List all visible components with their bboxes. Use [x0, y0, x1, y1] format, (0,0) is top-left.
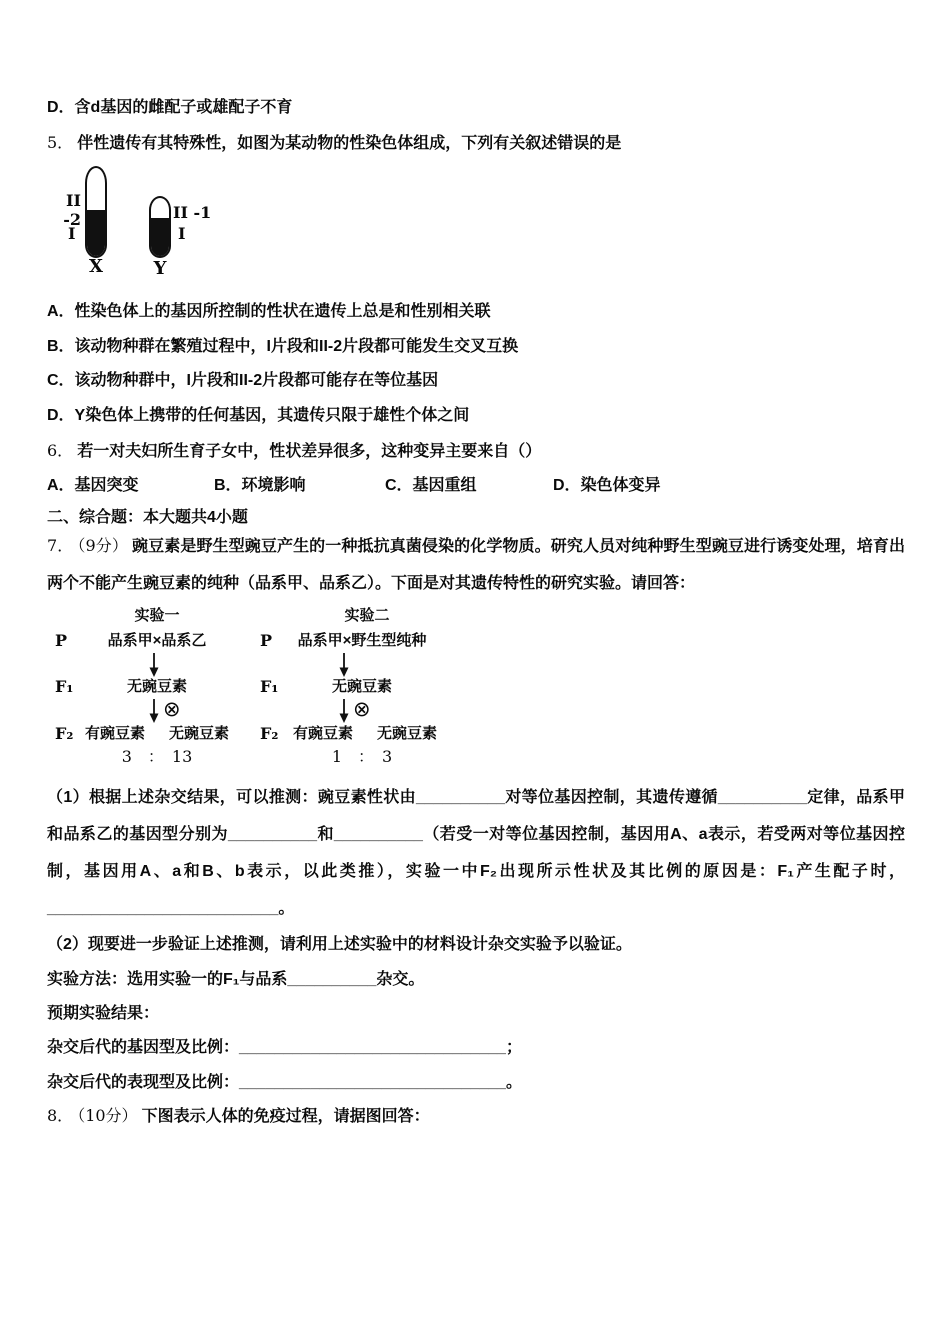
question-8	[47, 1098, 905, 1134]
q7-genotype-blank-line: 杂交后代的基因型及比例：______________________________；	[47, 1039, 522, 1056]
exp1-f2-with-pisatin: 有豌豆素	[84, 725, 145, 742]
question-6	[47, 433, 905, 469]
exp1-f2-generation-label: F₂	[55, 724, 74, 743]
section-2-header: 二、综合题：本大题共4小题	[47, 509, 248, 526]
exp1-f1-result: 无豌豆素	[126, 678, 187, 695]
exp2-p-generation-label: P	[260, 631, 273, 650]
experiment-1-title: 实验一	[134, 607, 180, 624]
q5-option-d: D．Y染色体上携带的任何基因，其遗传只限于雄性个体之间	[47, 406, 470, 424]
q5-option-b: B．该动物种群在繁殖过程中，I片段和II-2片段都可能发生交叉互换	[47, 337, 519, 355]
question-6-text: 若一对夫妇所生育子女中，性状差异很多，这种变异主要来自（）	[77, 443, 542, 460]
question-7-text: 豌豆素是野生型豌豆产生的一种抵抗真菌侵染的化学物质。研究人员对纯种野生型豌豆进行诱变处理，培育出两个不能产生豌豆素的纯种（品系甲、品系乙）。下面是对其遗传特性的研究实验。请回答：	[47, 538, 905, 592]
q6-option-a: A．基因突变	[47, 477, 139, 494]
x-chromosome-homologous-segment	[87, 210, 105, 256]
question-6-options	[47, 468, 905, 503]
x-segment-2-label: II -2	[63, 191, 81, 229]
self-cross-icon: ⊗	[353, 698, 371, 721]
exp2-f2-without-pisatin: 无豌豆素	[377, 725, 438, 742]
y-chromosome-label: Y	[153, 258, 167, 279]
q6-option-c: C．基因重组	[385, 477, 477, 494]
exp1-f2-without-pisatin: 无豌豆素	[169, 725, 230, 742]
q7-expected-results-label: 预期实验结果：	[47, 1005, 160, 1022]
question-5	[47, 125, 905, 161]
exp1-f2-phenotypes	[72, 724, 242, 744]
cross-experiments-diagram	[47, 600, 587, 774]
exp2-parent-cross: 品系甲×野生型纯种	[297, 632, 427, 649]
q5-option-c: C．该动物种群中，I片段和II-2片段都可能存在等位基因	[47, 372, 439, 389]
question-8-number: 8．	[47, 1106, 74, 1125]
x-chromosome-label: X	[89, 256, 103, 277]
q7-method-line: 实验方法：选用实验一的F₁与品系__________杂交。	[47, 971, 425, 988]
question-7-number: 7．	[47, 536, 74, 555]
exp1-f1-generation-label: F₁	[55, 677, 74, 696]
question-7	[47, 527, 905, 602]
q5-option-a: A．性染色体上的基因所控制的性状在遗传上总是和性别相关联	[47, 303, 491, 320]
y-segment-1-label: I	[178, 224, 186, 243]
self-cross-icon: ⊗	[163, 698, 181, 721]
q7-phenotype-blank-line: 杂交后代的表现型及比例：______________________________。	[47, 1074, 522, 1091]
question-8-text: 下图表示人体的免疫过程，请据图回答：	[141, 1108, 430, 1125]
down-arrow-icon	[148, 653, 160, 677]
prev-question-option-d: D．含d基因的雌配子或雄配子不育	[47, 99, 293, 116]
exp1-f2-ratio: 3 ： 13	[121, 747, 193, 766]
exp2-f2-phenotypes	[275, 724, 455, 744]
exp2-f2-generation-label: F₂	[260, 724, 279, 743]
x-segment-1-label: I	[68, 224, 76, 243]
exp2-f2-ratio: 1 ： 3	[331, 747, 393, 766]
q7-part2: （2）现要进一步验证上述推测，请利用上述实验中的材料设计杂交实验予以验证。	[47, 936, 632, 953]
exp1-parent-cross: 品系甲×品系乙	[107, 632, 207, 649]
y-chromosome-homologous-segment	[151, 218, 169, 256]
x-chromosome-shape	[85, 166, 107, 258]
question-8-score: （10分）	[77, 1106, 138, 1125]
exp2-f1-generation-label: F₁	[260, 677, 279, 696]
down-arrow-icon	[338, 653, 350, 677]
q7-part1-fill-in: （1）根据上述杂交结果，可以推测：豌豆素性状由__________对等位基因控制，其遗传遵循__________定律，品系甲和品系乙的基因型分别为__________和__________（若受一对等位基因控制，基因用A、a表示，若受两对等位基因控制，基因用A、a和B、b表示，以此类推），实验一中F₂出现所示性状及其比例的原因是：F₁产生配子时，__________________________。	[47, 789, 905, 917]
q6-option-d: D．染色体变异	[553, 477, 661, 494]
y-chromosome-shape	[149, 196, 171, 258]
experiment-2-title: 实验二	[344, 607, 390, 624]
down-arrow-icon	[338, 699, 350, 723]
question-7-score: （9分）	[77, 536, 129, 555]
question-5-number: 5．	[47, 133, 74, 152]
y-segment-2-label: II -1	[173, 203, 212, 222]
q6-option-b: B．环境影响	[214, 477, 306, 494]
question-6-number: 6．	[47, 441, 74, 460]
exp1-p-generation-label: P	[55, 631, 68, 650]
question-5-text: 伴性遗传有其特殊性，如图为某动物的性染色体组成，下列有关叙述错误的是	[77, 135, 622, 152]
down-arrow-icon	[148, 699, 160, 723]
sex-chromosome-diagram	[47, 160, 347, 284]
exp2-f1-result: 无豌豆素	[331, 678, 392, 695]
question-5-options	[47, 295, 905, 433]
exp2-f2-with-pisatin: 有豌豆素	[292, 725, 353, 742]
